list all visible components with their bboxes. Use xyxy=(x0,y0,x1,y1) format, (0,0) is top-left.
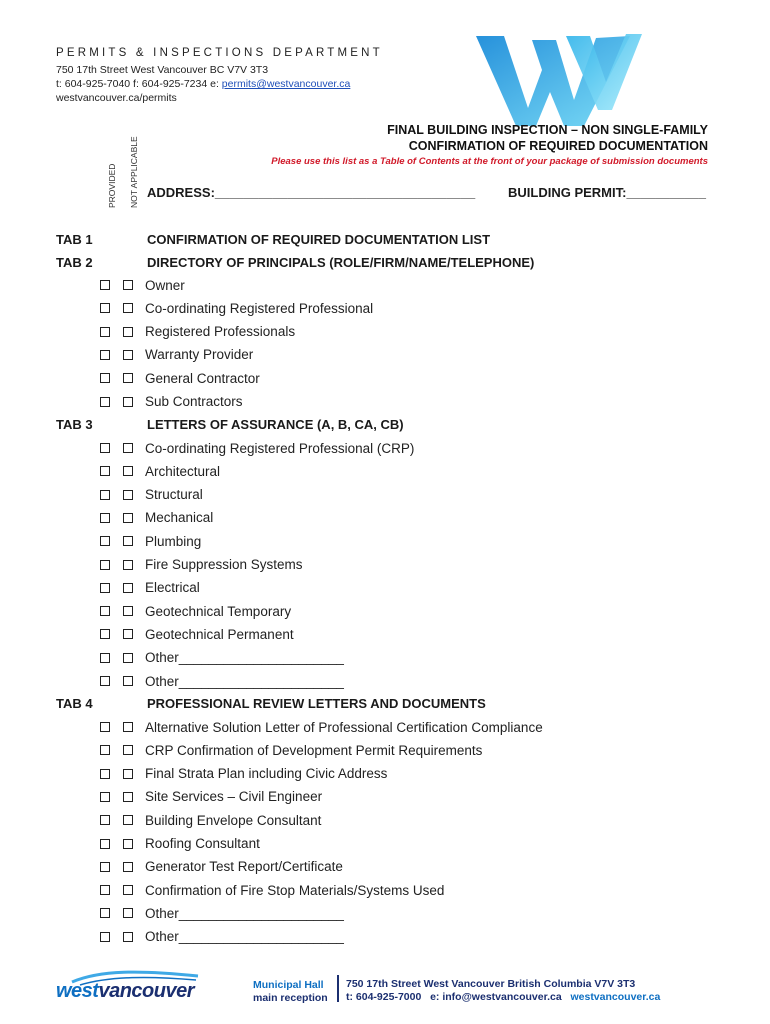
address-field[interactable]: ADDRESS:____________________________________ xyxy=(147,185,476,200)
footer-reception xyxy=(253,979,328,1005)
not-applicable-checkbox[interactable] xyxy=(123,350,133,360)
checklist-item xyxy=(100,323,295,341)
checklist-item xyxy=(100,788,322,806)
checklist-item xyxy=(100,532,201,550)
checklist-item xyxy=(100,881,444,899)
not-applicable-checkbox[interactable] xyxy=(123,606,133,616)
checklist-item xyxy=(100,625,294,643)
checklist-item xyxy=(100,811,321,829)
building-permit-field[interactable]: BUILDING PERMIT:___________ xyxy=(508,185,706,200)
provided-checkbox[interactable] xyxy=(100,908,110,918)
logo-vancouver-text: vancouver xyxy=(98,980,195,1002)
not-applicable-checkbox[interactable] xyxy=(123,862,133,872)
checklist-item-label: Fire Suppression Systems xyxy=(145,557,303,572)
checklist-item xyxy=(100,835,260,853)
section-heading: CONFIRMATION OF REQUIRED DOCUMENTATION LIST xyxy=(147,232,491,247)
provided-checkbox[interactable] xyxy=(100,932,110,942)
checklist-item-label: Site Services – Civil Engineer xyxy=(145,789,323,805)
footer-street: 750 17th Street West Vancouver British Columbia V7V 3T3 xyxy=(346,978,636,990)
website-link[interactable]: westvancouver.ca/permits xyxy=(56,92,177,104)
provided-checkbox[interactable] xyxy=(100,490,110,500)
not-applicable-checkbox[interactable] xyxy=(123,792,133,802)
checklist-item-label: Mechanical xyxy=(145,510,214,526)
email-link[interactable]: permits@westvancouver.ca xyxy=(221,78,351,90)
tab-label: TAB 1 xyxy=(56,232,93,247)
not-applicable-checkbox[interactable] xyxy=(123,560,133,570)
checklist-item-label: Generator Test Report/Certificate xyxy=(145,859,343,875)
not-applicable-checkbox[interactable] xyxy=(123,303,133,313)
not-applicable-checkbox[interactable] xyxy=(123,629,133,639)
provided-checkbox[interactable] xyxy=(100,466,110,476)
checklist-item xyxy=(100,556,303,574)
contact-numbers: t: 604-925-7040 f: 604-925-7234 e: xyxy=(56,78,222,90)
checklist-item-label: Co-ordinating Registered Professional (CRP) xyxy=(145,440,415,456)
provided-checkbox[interactable] xyxy=(100,792,110,802)
provided-checkbox[interactable] xyxy=(100,280,110,290)
provided-checkbox[interactable] xyxy=(100,536,110,546)
provided-checkbox[interactable] xyxy=(100,653,110,663)
checklist-item-label: Owner xyxy=(145,277,185,293)
provided-column-label: PROVIDED xyxy=(107,163,117,208)
provided-checkbox[interactable] xyxy=(100,560,110,570)
checklist-item-label: CRP Confirmation of Development Permit Requirements xyxy=(145,742,483,758)
checklist-item-label: Roofing Consultant xyxy=(145,836,260,851)
wv-logo-icon xyxy=(470,30,645,130)
not-applicable-checkbox[interactable] xyxy=(123,443,133,453)
provided-checkbox[interactable] xyxy=(100,303,110,313)
checklist-item xyxy=(100,393,243,411)
checklist-item-label: Alternative Solution Letter of Professional Certification Compliance xyxy=(145,719,543,735)
checklist-item-label: Sub Contractors xyxy=(145,394,243,409)
section-heading: DIRECTORY OF PRINCIPALS (ROLE/FIRM/NAME/TELEPHONE) xyxy=(147,255,535,270)
checklist-item-label: Architectural xyxy=(145,463,221,479)
checklist-item xyxy=(100,346,253,364)
provided-checkbox[interactable] xyxy=(100,862,110,872)
footer-web[interactable]: westvancouver.ca xyxy=(570,991,661,1003)
checklist-item-label: Final Strata Plan including Civic Address xyxy=(145,766,388,782)
tab-label: TAB 3 xyxy=(56,417,93,432)
checklist-item-label: Other______________________ xyxy=(145,905,344,921)
not-applicable-checkbox[interactable] xyxy=(123,373,133,383)
not-applicable-checkbox[interactable] xyxy=(123,397,133,407)
provided-checkbox[interactable] xyxy=(100,350,110,360)
checklist-item xyxy=(100,928,344,946)
checklist-item xyxy=(100,649,344,667)
contact-line xyxy=(56,78,350,90)
checklist-item xyxy=(100,462,220,480)
not-applicable-checkbox[interactable] xyxy=(123,536,133,546)
form-title-line1: FINAL BUILDING INSPECTION – NON SINGLE-FAMILY xyxy=(387,123,708,137)
checklist-item-label: Confirmation of Fire Stop Materials/Systems Used xyxy=(145,882,445,898)
not-applicable-checkbox[interactable] xyxy=(123,722,133,732)
not-applicable-checkbox[interactable] xyxy=(123,466,133,476)
checklist-item-label: Other______________________ xyxy=(145,650,344,666)
not-applicable-checkbox[interactable] xyxy=(123,908,133,918)
checklist-item xyxy=(100,858,343,876)
provided-checkbox[interactable] xyxy=(100,745,110,755)
provided-checkbox[interactable] xyxy=(100,815,110,825)
tab-label: TAB 4 xyxy=(56,696,93,711)
department-title: PERMITS & INSPECTIONS DEPARTMENT xyxy=(56,47,383,59)
provided-checkbox[interactable] xyxy=(100,513,110,523)
logo-west-text: west xyxy=(56,980,99,1002)
provided-checkbox[interactable] xyxy=(100,676,110,686)
not-applicable-checkbox[interactable] xyxy=(123,490,133,500)
footer-reception-label: main reception xyxy=(253,992,328,1004)
not-applicable-checkbox[interactable] xyxy=(123,815,133,825)
checklist-item-label: General Contractor xyxy=(145,370,260,386)
footer-hall: Municipal Hall xyxy=(253,979,324,991)
not-applicable-checkbox[interactable] xyxy=(123,745,133,755)
checklist-item-label: Electrical xyxy=(145,580,200,596)
checklist-item xyxy=(100,672,344,690)
checklist-item xyxy=(100,602,291,620)
provided-checkbox[interactable] xyxy=(100,885,110,895)
checklist-item-label: Building Envelope Consultant xyxy=(145,812,322,828)
checklist-item xyxy=(100,509,213,527)
checklist-item xyxy=(100,276,185,294)
instruction-note: Please use this list as a Table of Contents at the front of your package of submission documents xyxy=(271,156,708,167)
footer-contact xyxy=(346,978,660,1004)
checklist-item-label: Plumbing xyxy=(145,533,202,549)
footer-email[interactable]: e: info@westvancouver.ca xyxy=(430,991,562,1003)
provided-checkbox[interactable] xyxy=(100,606,110,616)
checklist-item xyxy=(100,486,203,504)
not-applicable-checkbox[interactable] xyxy=(123,653,133,663)
not-applicable-checkbox[interactable] xyxy=(123,280,133,290)
provided-checkbox[interactable] xyxy=(100,722,110,732)
not-applicable-checkbox[interactable] xyxy=(123,885,133,895)
not-applicable-checkbox[interactable] xyxy=(123,676,133,686)
not-applicable-column-label: NOT APPLICABLE xyxy=(129,136,139,208)
checklist-item-label: Registered Professionals xyxy=(145,324,296,340)
provided-checkbox[interactable] xyxy=(100,397,110,407)
not-applicable-checkbox[interactable] xyxy=(123,583,133,593)
section-heading: LETTERS OF ASSURANCE (A, B, CA, CB) xyxy=(147,417,404,432)
west-vancouver-logo xyxy=(56,968,201,1008)
form-title-line2: CONFIRMATION OF REQUIRED DOCUMENTATION xyxy=(408,139,708,153)
not-applicable-checkbox[interactable] xyxy=(123,513,133,523)
checklist-item-label: Other______________________ xyxy=(145,673,344,689)
provided-checkbox[interactable] xyxy=(100,443,110,453)
checklist-item-label: Structural xyxy=(145,487,203,503)
section-heading: PROFESSIONAL REVIEW LETTERS AND DOCUMENTS xyxy=(147,696,486,711)
footer-divider xyxy=(337,975,339,1002)
checklist-item xyxy=(100,369,260,387)
checklist-item-label: Co-ordinating Registered Professional xyxy=(145,300,374,316)
not-applicable-checkbox[interactable] xyxy=(123,839,133,849)
checklist-item xyxy=(100,741,482,759)
footer-phone: t: 604-925-7000 xyxy=(346,991,422,1003)
not-applicable-checkbox[interactable] xyxy=(123,932,133,942)
checklist-item xyxy=(100,718,543,736)
checklist-item-label: Geotechnical Permanent xyxy=(145,626,294,642)
checklist-item xyxy=(100,904,344,922)
provided-checkbox[interactable] xyxy=(100,327,110,337)
provided-checkbox[interactable] xyxy=(100,373,110,383)
checklist-item-label: Geotechnical Temporary xyxy=(145,603,292,619)
provided-checkbox[interactable] xyxy=(100,769,110,779)
not-applicable-checkbox[interactable] xyxy=(123,769,133,779)
checklist-item xyxy=(100,579,200,597)
checklist-item xyxy=(100,439,414,457)
checklist-item xyxy=(100,299,373,317)
office-address: 750 17th Street West Vancouver BC V7V 3T3 xyxy=(56,64,269,76)
provided-checkbox[interactable] xyxy=(100,629,110,639)
provided-checkbox[interactable] xyxy=(100,583,110,593)
checklist-item-label: Other______________________ xyxy=(145,929,344,945)
checklist-item-label: Warranty Provider xyxy=(145,347,254,363)
tab-label: TAB 2 xyxy=(56,255,93,270)
not-applicable-checkbox[interactable] xyxy=(123,327,133,337)
provided-checkbox[interactable] xyxy=(100,839,110,849)
checklist-item xyxy=(100,765,387,783)
